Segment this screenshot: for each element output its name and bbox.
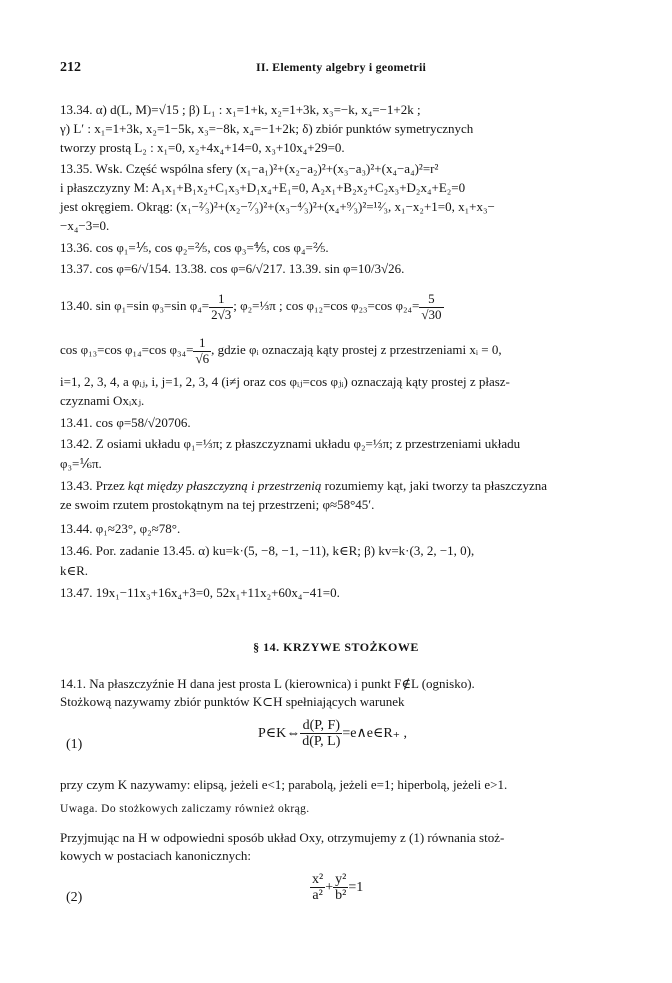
answer-13-40-text-a: 13.40. sin φ₁=sin φ₃=sin φ₄= xyxy=(60,298,210,313)
answer-13-35-line-1: 13.35. Wsk. Część wspólna sfery (x₁−a₁)²+(x₂−a₂)²+(x₃−a₃)²+(x₄−a₄)²=r² xyxy=(60,161,439,176)
answer-13-47: 13.47. 19x₁−11x₃+16x₄+3=0, 52x₁+11x₂+60x₄−41=0. xyxy=(60,585,340,600)
equation-2-plus: + xyxy=(325,880,334,896)
answer-13-35-line-2: i płaszczyzny M: A₁x₁+B₁x₂+C₁x₃+D₁x₄+E₁=0, A₂x₁+B₂x₂+C₂x₃+D₂x₄+E₂=0 xyxy=(60,180,466,195)
chapter-title: II. Elementy algebry i geometrii xyxy=(256,60,427,74)
conic-types-line: przy czym K nazywamy: elipsą, jeżeli e<1; parabolą, jeżeli e=1; hiperbolą, jeżeli e>1. xyxy=(60,777,508,792)
fraction-denominator: d(P, L) xyxy=(302,734,341,750)
equation-1-label: (1) xyxy=(66,737,83,752)
canonical-intro-line-2: kowych w postaciach kanonicznych: xyxy=(60,848,251,863)
equation-1-left: P∈K⇔ xyxy=(258,726,301,742)
answer-13-43-text-a: 13.43. Przez xyxy=(60,478,128,493)
fraction-numerator: 5 xyxy=(419,292,443,307)
fraction-one-over-sqrt6 xyxy=(193,336,211,366)
equation-2-label: (2) xyxy=(66,890,83,905)
answer-13-36: 13.36. cos φ₁=⅕, cos φ₂=⅖, cos φ₃=⅘, cos φ₄=⅖. xyxy=(60,240,329,255)
equation-1 xyxy=(258,718,407,750)
answer-13-35-line-4: −x₄−3=0. xyxy=(60,218,110,233)
equation-2 xyxy=(310,872,363,904)
equation-2-fraction-y xyxy=(333,872,348,904)
answer-13-43-line-2: ze swoim rzutem prostokątnym na tej przestrzeni; φ≈58°45′. xyxy=(60,497,375,512)
note-line: Uwaga. Do stożkowych zaliczamy również okrąg. xyxy=(60,803,310,815)
answer-13-43-italic-term: kąt między płaszczyzną i przestrzenią xyxy=(127,478,322,493)
fraction-one-over-2sqrt3 xyxy=(209,292,233,322)
answer-13-40-line-3: i=1, 2, 3, 4, a φᵢⱼ, i, j=1, 2, 3, 4 (i≠j oraz cos φᵢⱼ=cos φⱼᵢ) oznaczają kąty prostej z płasz- xyxy=(60,374,510,389)
equation-2-fraction-x xyxy=(310,872,325,904)
answer-13-34-line-2: γ) L′ : x₁=1+3k, x₂=1−5k, x₃=−8k, x₄=−1+2k; δ) zbiór punktów symetrycznych xyxy=(60,121,474,136)
canonical-intro-line-1: Przyjmując na H w odpowiedni sposób układ Oxy, otrzymujemy z (1) równania stoż- xyxy=(60,830,505,845)
definition-14-1-line-2: Stożkową nazywamy zbiór punktów K⊂H spełniających warunek xyxy=(60,694,405,709)
section-heading: § 14. KRZYWE STOŻKOWE xyxy=(253,640,419,654)
answer-13-35-line-3: jest okręgiem. Okrąg: (x₁−²⁄₃)²+(x₂−⁷⁄₃)²+(x₃−⁴⁄₃)²+(x₄+⁹⁄₃)²=¹²⁄₃, x₁−x₂+1=0, x₁+x₃− xyxy=(60,199,495,214)
fraction-denominator: √30 xyxy=(421,306,442,322)
fraction-denominator: 2√3 xyxy=(211,306,232,322)
answer-13-40-line-4: czyznami Oxᵢxⱼ. xyxy=(60,393,145,408)
fraction-denominator: a² xyxy=(312,888,323,904)
fraction-numerator: 1 xyxy=(193,336,211,351)
fraction-numerator: y² xyxy=(335,872,347,887)
answer-13-34-line-3: tworzy prostą L₂ : x₁=0, x₂+4x₄+14=0, x₃+10x₄+29=0. xyxy=(60,140,345,155)
answer-13-46-line-2: k∈R. xyxy=(60,563,89,578)
equation-1-fraction xyxy=(300,718,342,750)
fraction-numerator: x² xyxy=(312,872,324,887)
answer-13-37-38-39: 13.37. cos φ=6/√154. 13.38. cos φ=6/√217. 13.39. sin φ=10/3√26. xyxy=(60,261,405,276)
fraction-denominator: √6 xyxy=(195,350,210,366)
answer-13-40-text-d: , gdzie φᵢ oznaczają kąty prostej z przestrzeniami xᵢ = 0, xyxy=(211,342,502,357)
fraction-denominator: b² xyxy=(335,888,347,904)
answer-13-43-line-1 xyxy=(60,477,640,494)
fraction-numerator: 1 xyxy=(209,292,233,307)
answer-13-34-line-1: 13.34. α) d(L, M)=√15 ; β) L₁ : x₁=1+k, x₂=1+3k, x₃=−k, x₄=−1+2k ; xyxy=(60,102,421,117)
answer-13-41: 13.41. cos φ=58/√20706. xyxy=(60,415,191,430)
answer-13-40-text-b: ; φ₂=⅓π ; cos φ₁₂=cos φ₂₃=cos φ₂₄= xyxy=(233,298,420,313)
definition-14-1-line-1: 14.1. Na płaszczyźnie H dana jest prosta L (kierownica) i punkt F∉L (ognisko). xyxy=(60,676,475,691)
answer-13-42-line-2: φ₃=⅙π. xyxy=(60,456,102,471)
page-number: 212 xyxy=(60,60,81,75)
answer-13-46-line-1: 13.46. Por. zadanie 13.45. α) ku=k·(5, −8, −1, −11), k∈R; β) kv=k·(3, 2, −1, 0), xyxy=(60,543,475,558)
answer-13-40-line-1 xyxy=(60,286,640,326)
answer-13-40-line-2 xyxy=(60,331,640,369)
answer-13-43-text-c: rozumiemy kąt, jaki tworzy ta płaszczyzna xyxy=(321,478,548,493)
fraction-numerator: d(P, F) xyxy=(300,718,342,734)
answer-13-40-text-c: cos φ₁₃=cos φ₁₄=cos φ₃₄= xyxy=(60,342,194,357)
equation-1-right: =e∧e∈R₊ , xyxy=(342,726,408,742)
answer-13-42-line-1: 13.42. Z osiami układu φ₁=⅓π; z płaszczyznami układu φ₂=⅓π; z przestrzeniami układu xyxy=(60,436,521,451)
equation-2-right: =1 xyxy=(348,880,364,896)
answer-13-44: 13.44. φ₁≈23°, φ₂≈78°. xyxy=(60,521,181,536)
fraction-five-over-sqrt30 xyxy=(419,292,443,322)
